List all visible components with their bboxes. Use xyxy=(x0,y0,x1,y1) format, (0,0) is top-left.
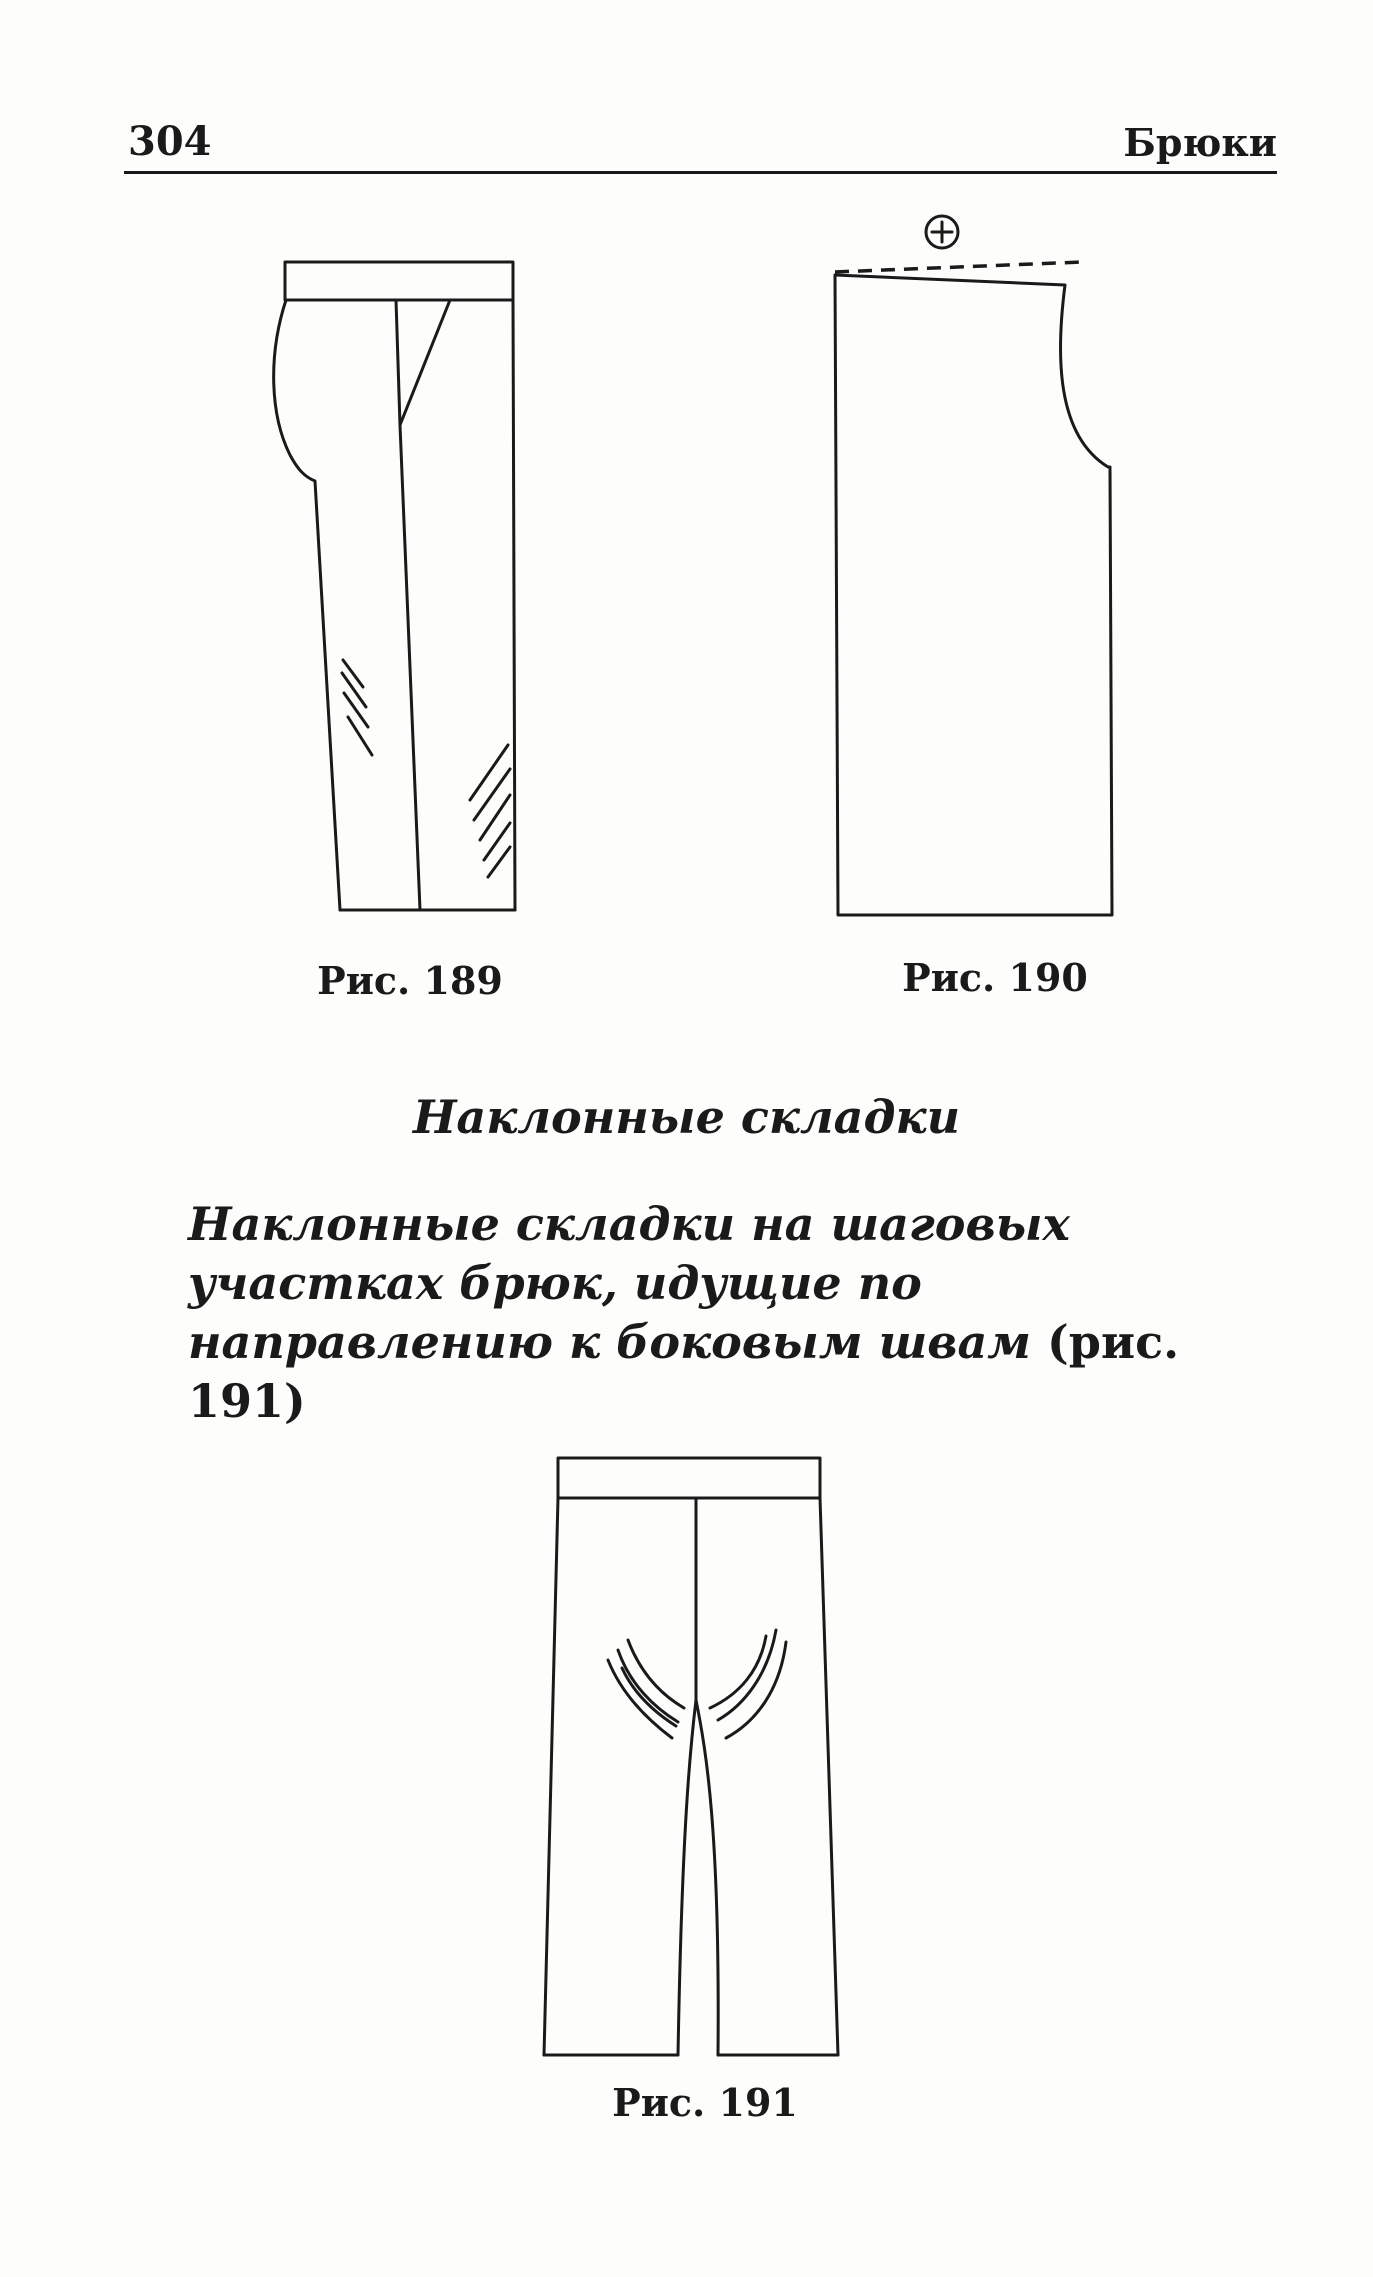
side-seam-line xyxy=(396,300,420,910)
figure-191-caption: Рис. 191 xyxy=(612,2080,798,2125)
left-inseam-line xyxy=(678,1700,696,2055)
front-outline-line xyxy=(513,300,515,910)
right-inseam-line xyxy=(696,1700,718,2055)
figure-189-drawing xyxy=(260,255,530,920)
lead-paragraph-reference: (рис. 191) xyxy=(188,1315,1180,1428)
plus-circle-icon xyxy=(926,216,958,248)
fold-marks-left xyxy=(342,660,372,755)
waistband-shape xyxy=(558,1458,820,1498)
figure-189-caption: Рис. 189 xyxy=(317,958,503,1003)
section-heading: Наклонные складки xyxy=(412,1090,961,1144)
figure-189 xyxy=(260,255,530,920)
figure-191-drawing xyxy=(530,1450,860,2070)
left-outer-line xyxy=(544,1498,558,2055)
right-outer-line xyxy=(820,1498,838,2055)
fold-marks-right xyxy=(470,745,510,877)
back-outline-line xyxy=(274,300,340,910)
figure-190-drawing xyxy=(820,205,1120,925)
running-title: Брюки xyxy=(1123,120,1277,165)
raised-waist-dashed-line xyxy=(835,262,1082,272)
figure-190-caption: Рис. 190 xyxy=(902,955,1088,1000)
figure-190 xyxy=(820,205,1120,925)
page-number: 304 xyxy=(128,118,212,165)
lead-paragraph xyxy=(188,1195,1278,1431)
fold-marks-right xyxy=(710,1630,786,1738)
lead-paragraph-italic: Наклонные складки на шаговых участках брюк, идущие по направлению к боковым швам xyxy=(188,1197,1070,1369)
waistband-shape xyxy=(285,262,513,300)
header-rule xyxy=(124,171,1277,174)
figure-191 xyxy=(530,1450,860,2070)
fold-marks-left xyxy=(608,1640,684,1738)
pattern-outline xyxy=(835,275,1112,915)
pocket-line xyxy=(400,300,450,425)
